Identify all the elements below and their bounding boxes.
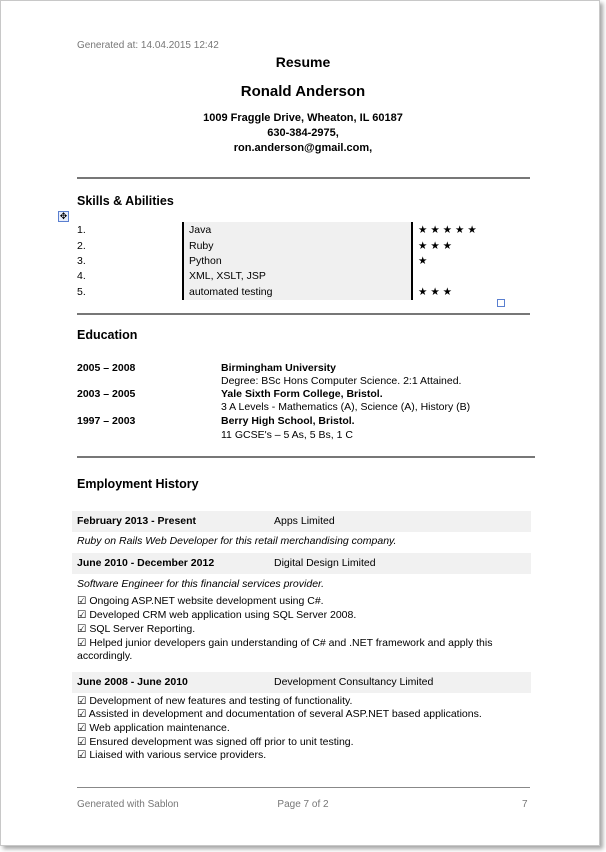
education-detail: 11 GCSE's – 5 As, 5 Bs, 1 C	[221, 429, 353, 441]
table-resize-handle-icon[interactable]	[497, 299, 505, 307]
skill-stars: ★ ★ ★	[418, 240, 453, 252]
job-dates: June 2008 - June 2010	[77, 676, 188, 688]
footer-divider	[77, 787, 530, 788]
generated-at: Generated at: 14.04.2015 12:42	[77, 40, 219, 51]
footer-generator: Generated with Sablon	[77, 799, 179, 810]
education-dates: 2003 – 2005	[77, 388, 136, 400]
divider	[77, 456, 535, 458]
footer-page-count: Page 7 of 2	[277, 799, 329, 810]
footer-page-number: 7	[522, 799, 528, 810]
education-detail: Degree: BSc Hons Computer Science. 2:1 Attained.	[221, 375, 462, 387]
job-role: Software Engineer for this financial services provider.	[77, 578, 325, 590]
education-heading: Education	[77, 328, 138, 342]
job-company: Development Consultancy Limited	[274, 676, 434, 688]
skill-number: 2.	[77, 240, 86, 252]
job-bullet: ☑ Helped junior developers gain understanding of C# and .NET framework and apply this	[77, 637, 493, 649]
job-bullet: ☑ Ongoing ASP.NET website development using C#.	[77, 595, 324, 607]
job-bullet: ☑ SQL Server Reporting.	[77, 623, 196, 635]
job-bullet: ☑ Developed CRM web application using SQL Server 2008.	[77, 609, 357, 621]
job-dates: June 2010 - December 2012	[77, 557, 215, 569]
person-name: Ronald Anderson	[240, 83, 366, 100]
divider	[77, 313, 530, 315]
skill-name: Java	[189, 224, 212, 236]
education-school: Birmingham University	[221, 362, 336, 374]
job-role: Ruby on Rails Web Developer for this retail merchandising company.	[77, 535, 397, 547]
address: 1009 Fraggle Drive, Wheaton, IL 60187	[203, 112, 403, 124]
skill-name: XML, XSLT, JSP	[189, 270, 266, 282]
job-bullet: ☑ Liaised with various service providers.	[77, 749, 267, 761]
skill-number: 1.	[77, 224, 86, 236]
divider	[77, 177, 530, 179]
skill-stars: ★ ★ ★	[418, 286, 453, 298]
skill-number: 4.	[77, 270, 86, 282]
skill-name: Ruby	[189, 240, 214, 252]
job-bullet: ☑ Ensured development was signed off prior to unit testing.	[77, 736, 354, 748]
skill-stars: ★	[418, 255, 428, 267]
education-detail: 3 A Levels - Mathematics (A), Science (A), History (B)	[221, 401, 471, 413]
job-bullet: ☑ Assisted in development and documentation of several ASP.NET based applications.	[77, 708, 482, 720]
skill-number: 3.	[77, 255, 86, 267]
job-company: Digital Design Limited	[274, 557, 376, 569]
job-company: Apps Limited	[274, 515, 335, 527]
skill-stars: ★ ★ ★ ★ ★	[418, 224, 477, 236]
employment-heading: Employment History	[77, 477, 199, 491]
education-school: Berry High School, Bristol.	[221, 415, 355, 427]
job-bullet-continued: accordingly.	[77, 650, 133, 662]
job-bullet: ☑ Web application maintenance.	[77, 722, 230, 734]
phone: 630-384-2975,	[267, 127, 339, 139]
email: ron.anderson@gmail.com,	[233, 142, 373, 154]
skills-heading: Skills & Abilities	[77, 194, 174, 208]
skill-name: Python	[189, 255, 222, 267]
education-dates: 1997 – 2003	[77, 415, 136, 427]
document-title: Resume	[275, 54, 331, 70]
job-dates: February 2013 - Present	[77, 515, 197, 527]
table-move-handle-icon[interactable]: ✥	[59, 211, 68, 221]
job-bullet: ☑ Development of new features and testing of functionality.	[77, 695, 353, 707]
skill-name: automated testing	[189, 286, 273, 298]
education-school: Yale Sixth Form College, Bristol.	[221, 388, 383, 400]
skill-number: 5.	[77, 286, 86, 298]
education-dates: 2005 – 2008	[77, 362, 136, 374]
